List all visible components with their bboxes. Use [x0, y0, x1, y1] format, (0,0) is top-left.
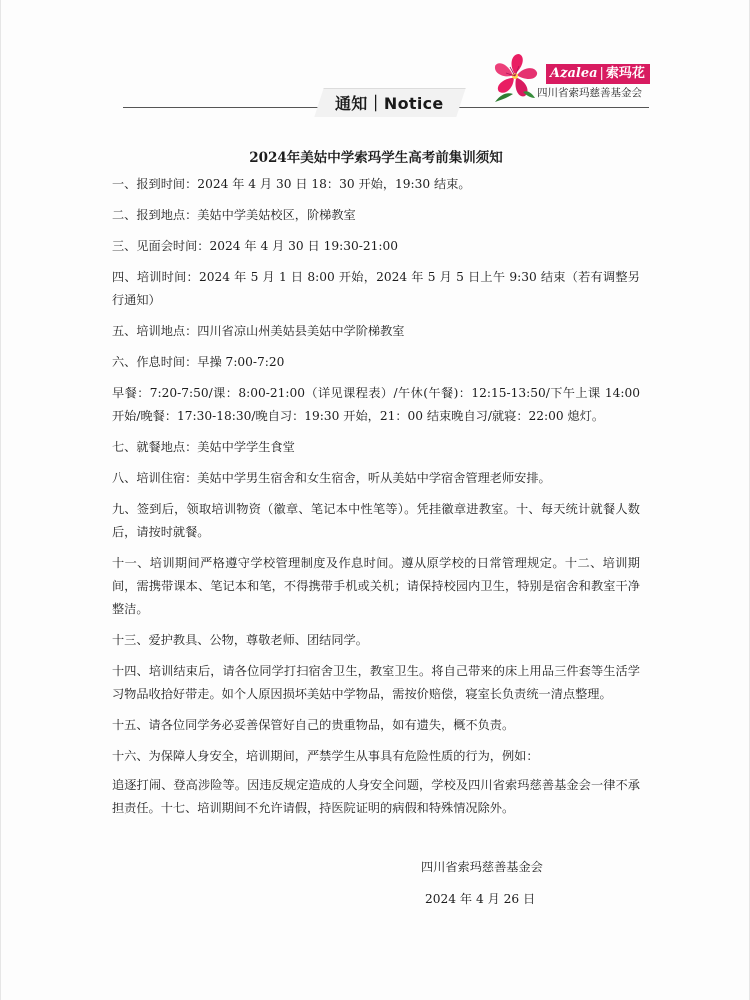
logo-brand-badge — [546, 64, 650, 84]
paragraph-check-in-location: 二、报到地点：美姑中学美姑校区，阶梯教室 — [112, 208, 356, 222]
paragraph-cleanup: 十四、培训结束后，请各位同学打扫宿舍卫生，教室卫生。将自己带来的床上用品三件套等生活学习物品收拾好带走。如个人原因损坏美姑中学物品，需按价赔偿，寝室长负责统一清点整理。 — [112, 664, 640, 701]
paragraph-safety: 十六、为保障人身安全，培训期间，严禁学生从事具有危险性质的行为，例如： — [112, 749, 539, 763]
header-rule-left — [123, 107, 331, 108]
document-body — [112, 173, 640, 828]
signature-date: 2024 年 4 月 26 日 — [425, 892, 536, 906]
signature-org: 四川省索玛慈善基金会 — [421, 860, 543, 874]
header-rule-right — [449, 107, 649, 108]
logo-brand-separator: | — [599, 66, 604, 81]
paragraph-liability: 追逐打闹、登高涉险等。因违反规定造成的人身安全问题，学校及四川省索玛慈善基金会一律不承担责任。十七、培训期间不允许请假，持医院证明的病假和特殊情况除外。 — [112, 778, 640, 815]
paragraph-sign-in: 九、签到后，领取培训物资（徽章、笔记本中性笔等）。凭挂徽章进教室。十、每天统计就餐人数后，请按时就餐。 — [112, 502, 640, 539]
paragraph-dining-location: 七、就餐地点：美姑中学学生食堂 — [112, 440, 295, 454]
paragraph-daily-timetable: 早餐：7:20-7:50/课：8:00-21:00（详见课程表）/午休(午餐)：12:15-13:50/下午上课 14:00 开始/晚餐：17:30-18:30/晚自习：19:30 开始，21：00 结束晚自习/就寝：22:00 熄灯。 — [112, 386, 640, 423]
paragraph-schedule: 六、作息时间：早操 7:00-7:20 — [112, 355, 285, 369]
paragraph-training-time: 四、培训时间：2024 年 5 月 1 日 8:00 开始，2024 年 5 月 5 日上午 9:30 结束（若有调整另行通知） — [112, 270, 640, 307]
paragraph-valuables: 十五、请各位同学务必妥善保管好自己的贵重物品，如有遗失，概不负责。 — [112, 718, 515, 732]
logo-brand-latin: Azalea — [550, 66, 598, 81]
notice-tab-label: 通知｜Notice — [335, 94, 444, 113]
letterhead — [1, 0, 750, 130]
paragraph-rules: 十一、培训期间严格遵守学校管理制度及作息时间。遵从原学校的日常管理规定。十二、培训期间，需携带课本、笔记本和笔，不得携带手机或关机；请保持校园内卫生，特别是宿舍和教室干净整洁。 — [112, 556, 640, 616]
document-title: 2024年美姑中学索玛学生高考前集训须知 — [249, 150, 503, 166]
paragraph-training-location: 五、培训地点：四川省凉山州美姑县美姑中学阶梯教室 — [112, 324, 405, 338]
paragraph-respect: 十三、爱护教具、公物，尊敬老师、团结同学。 — [112, 633, 368, 647]
paragraph-meeting-time: 三、见面会时间：2024 年 4 月 30 日 19:30-21:00 — [112, 239, 398, 253]
logo-org-name: 四川省索玛慈善基金会 — [537, 87, 642, 99]
foundation-logo — [491, 50, 661, 106]
logo-brand-chinese: 索玛花 — [605, 66, 645, 81]
paragraph-check-in-time: 一、报到时间：2024 年 4 月 30 日 18：30 开始，19:30 结束。 — [112, 177, 471, 191]
paragraph-accommodation: 八、培训住宿：美姑中学男生宿舍和女生宿舍，听从美姑中学宿舍管理老师安排。 — [112, 471, 551, 485]
